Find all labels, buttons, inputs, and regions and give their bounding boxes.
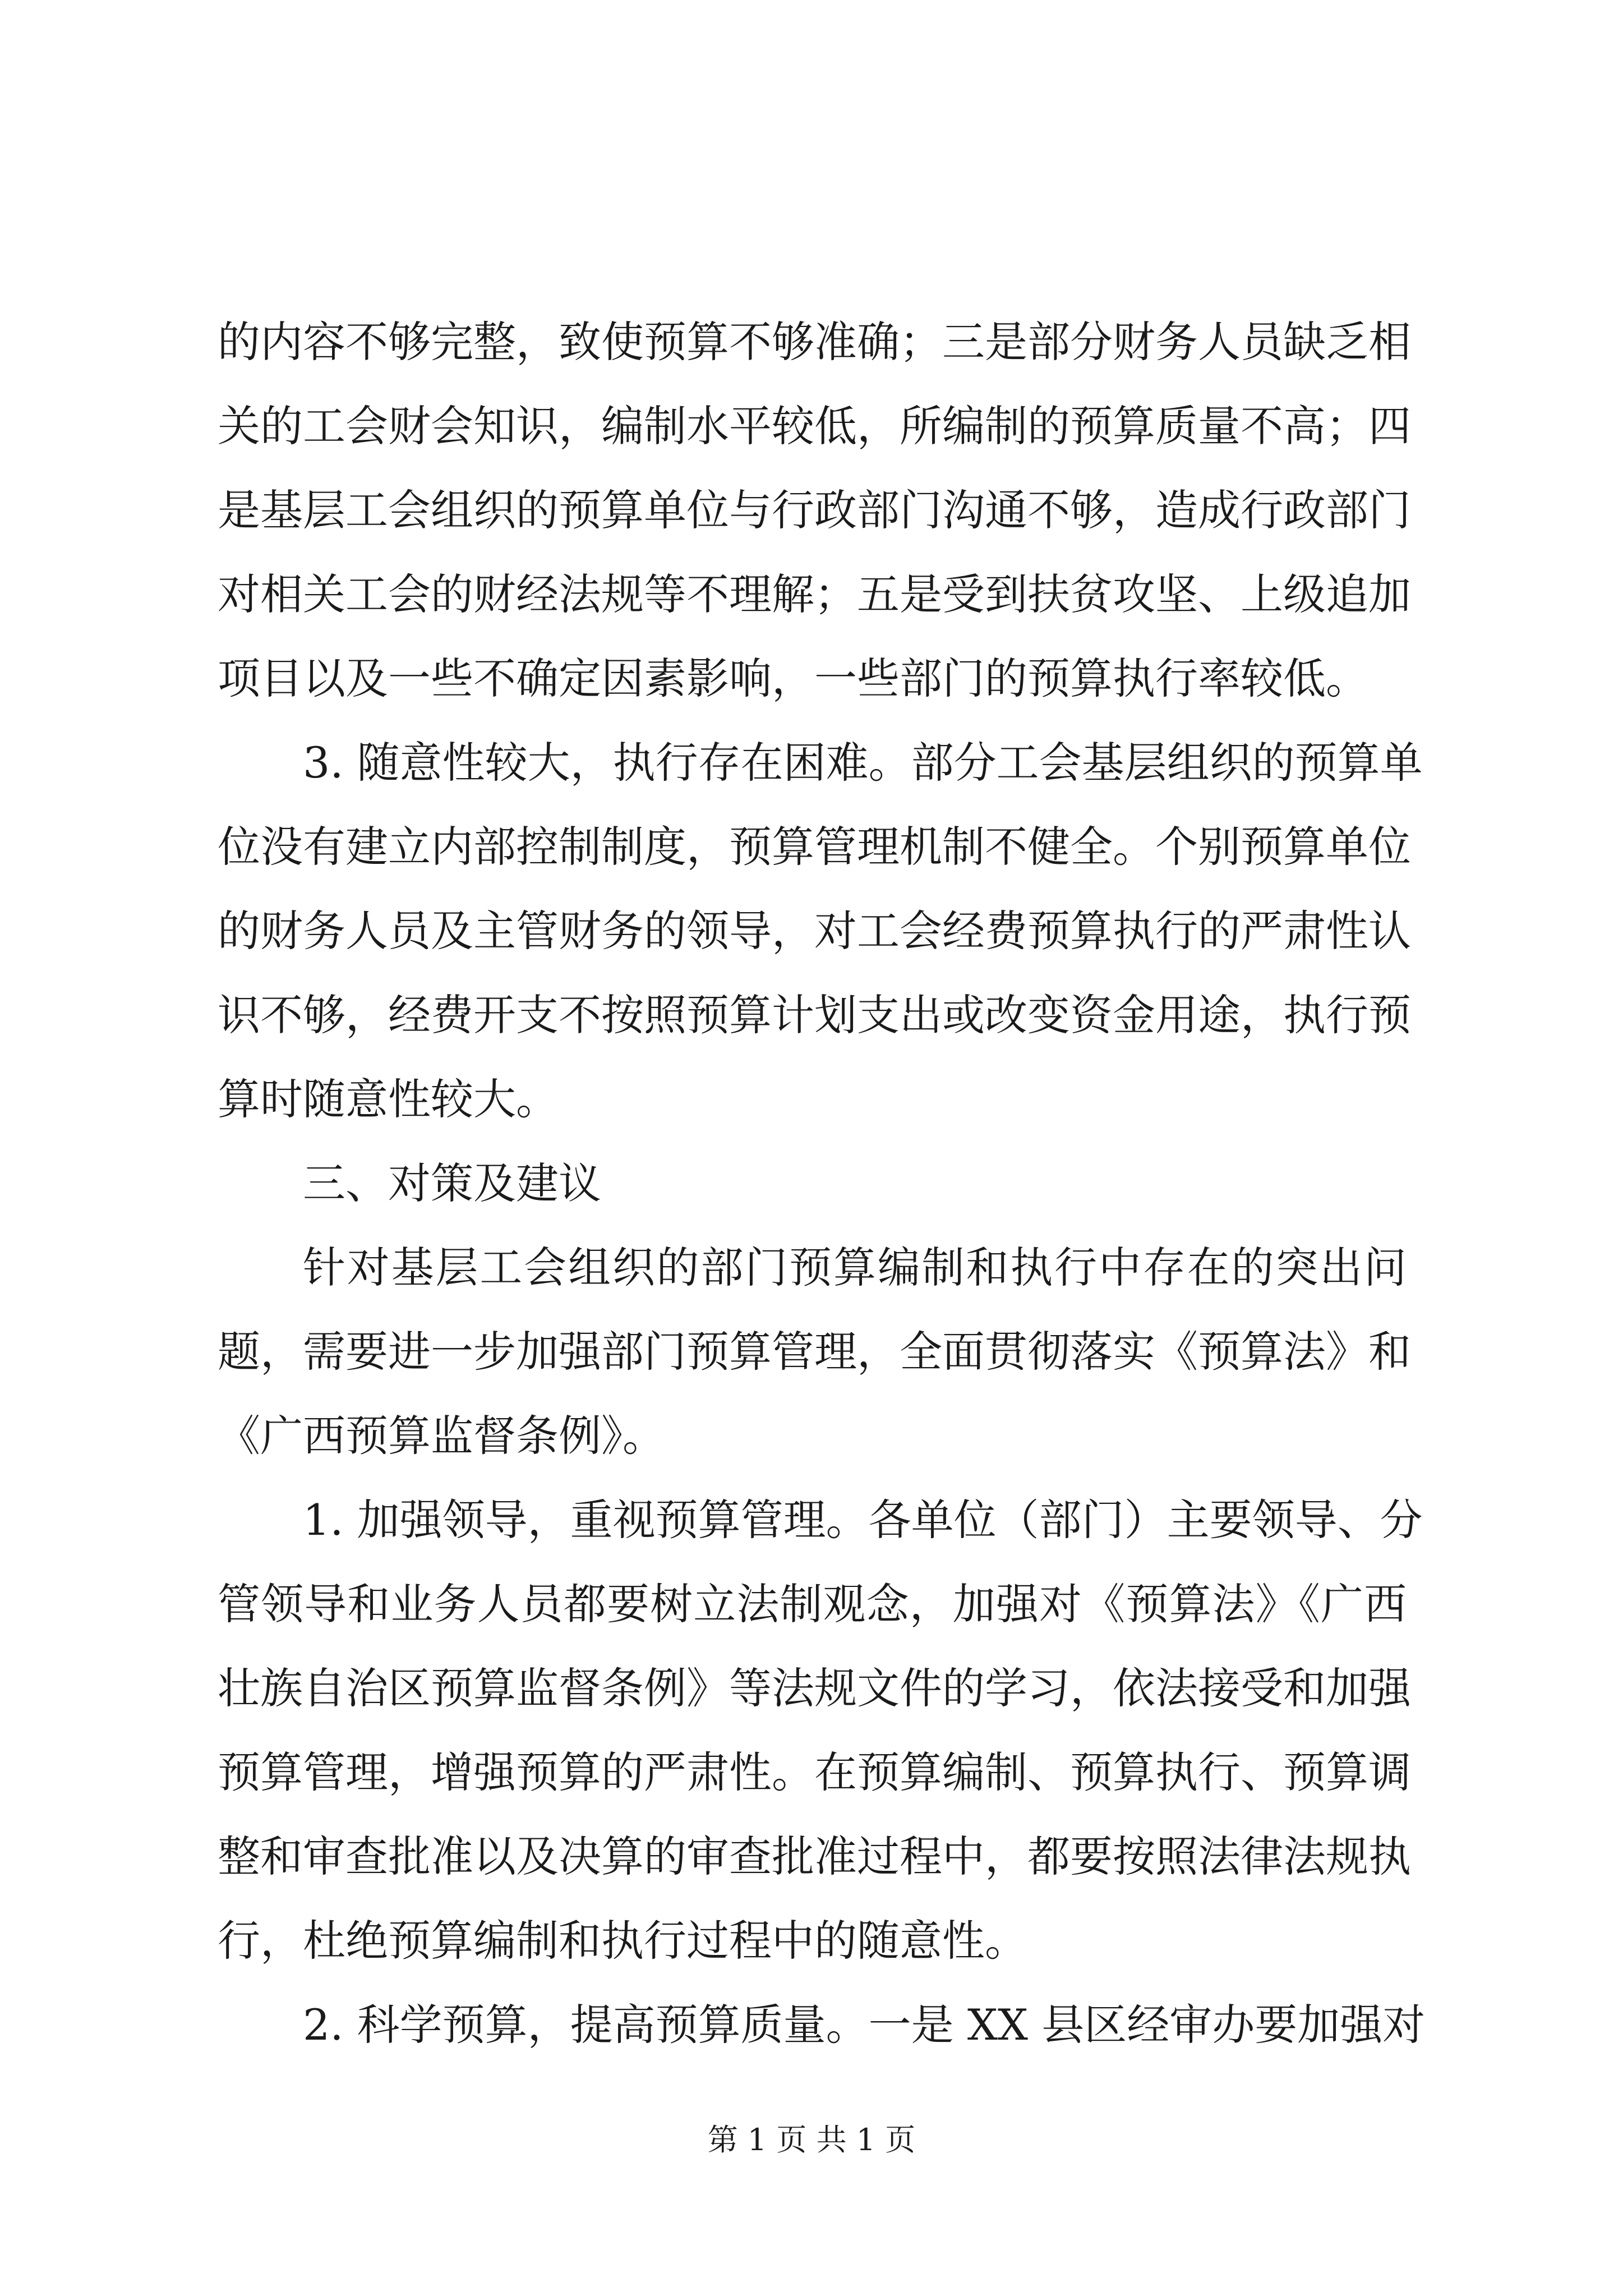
text-line-1: 的内容不够完整，致使预算不够准确；三是部分财务人员缺乏相 xyxy=(218,317,1411,367)
section-heading: 三、对策及建议 xyxy=(303,1158,601,1208)
text-line-8: 的财务人员及主管财务的领导，对工会经费预算执行的严肃性认 xyxy=(218,906,1411,956)
text-line-4: 对相关工会的财经法规等不理解；五是受到扶贫攻坚、上级追加 xyxy=(218,569,1411,619)
item-1-first-line: 1. 加强领导，重视预算管理。各单位（部门）主要领导、分 xyxy=(303,1495,1423,1545)
text-line-13: 题，需要进一步加强部门预算管理，全面贯彻落实《预算法》和 xyxy=(218,1327,1411,1377)
text-line-18: 预算管理，增强预算的严肃性。在预算编制、预算执行、预算调 xyxy=(218,1747,1411,1797)
page-footer: 第 1 页 共 1 页 xyxy=(707,2122,916,2157)
text-line-16: 管领导和业务人员都要树立法制观念，加强对《预算法》《广西 xyxy=(218,1579,1407,1629)
text-line-14: 《广西预算监督条例》。 xyxy=(218,1411,665,1461)
intro-paragraph-first-line: 针对基层工会组织的部门预算编制和执行中存在的突出问 xyxy=(303,1243,1407,1292)
text-line-3: 是基层工会组织的预算单位与行政部门沟通不够，造成行政部门 xyxy=(218,485,1411,535)
text-line-19: 整和审查批准以及决算的审查批准过程中，都要按照法律法规执 xyxy=(218,1832,1411,1881)
text-line-7: 位没有建立内部控制制度，预算管理机制不健全。个别预算单位 xyxy=(218,822,1411,872)
text-line-2: 关的工会财会知识，编制水平较低，所编制的预算质量不高；四 xyxy=(218,401,1411,451)
paragraph-3-first-line: 3. 随意性较大，执行存在困难。部分工会基层组织的预算单 xyxy=(303,738,1423,788)
text-line-10: 算时随意性较大。 xyxy=(218,1074,559,1124)
item-2-first-line: 2. 科学预算，提高预算质量。一是 XX 县区经审办要加强对 xyxy=(303,2000,1426,2050)
text-line-9: 识不够，经费开支不按照预算计划支出或改变资金用途，执行预 xyxy=(218,990,1411,1040)
text-line-5: 项目以及一些不确定因素影响，一些部门的预算执行率较低。 xyxy=(218,654,1368,703)
text-line-17: 壮族自治区预算监督条例》等法规文件的学习，依法接受和加强 xyxy=(218,1663,1411,1713)
text-line-20: 行，杜绝预算编制和执行过程中的随意性。 xyxy=(218,1916,1027,1966)
